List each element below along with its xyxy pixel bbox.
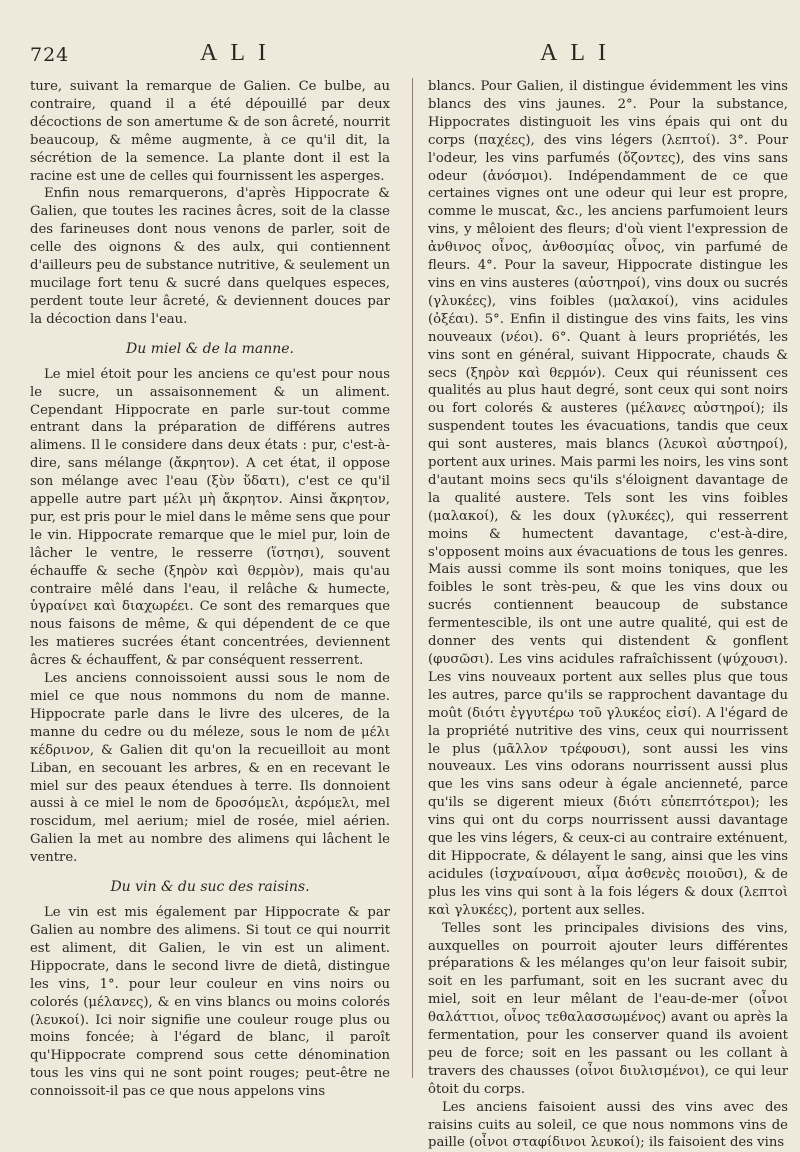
running-head-right: ALI (540, 40, 619, 66)
section-heading: Du miel & de la manne. (126, 340, 294, 357)
page-header (0, 40, 800, 74)
right-column (428, 78, 788, 1151)
paragraph: ture, suivant la remarque de Galien. Ce bulbe, au contraire, quand il a été dépouillé par deux décoctions de son amertume & de son âcreté, nourrit beaucoup, & même augmente, à ce qu'il dit, la sécrétion de la semence. La plante dont il est la racine est une de celles qui fournissent les asperges. (30, 79, 390, 184)
paragraph: Enfin nous remarquerons, d'après Hippocrate & Galien, que toutes les racines âcres, soit de la classe des farineuses dont nous venons de parler, soit de celle des oignons & des aulx, qui contiennent d'ailleurs peu de substance nutritive, & seulement un mucilage fort tenu & sucré dans quelques especes, perdent toute leur âcreté, & deviennent douces par la décoction dans l'eau. (30, 186, 390, 327)
left-column (30, 78, 390, 1100)
paragraph: Telles sont les principales divisions des vins, auxquelles on pourroit ajouter leurs différentes préparations & les mélanges qu'on leur faisoit subir, soit en les parfumant, soit en les sucrant avec du miel, soit en leur mêlant de l'eau-de-mer (οἶνοι θαλάττιοι, οἶνος τεθαλασσωμένος) avant ou après la fermentation, pour les conserver quand ils avoient peu de force; soit en les passant ou les collant à travers des chausses (οἶνοι διυλισμένοι), ce qui leur ôtoit du corps. (428, 920, 788, 1097)
paragraph: blancs. Pour Galien, il distingue évidemment les vins blancs des vins jaunes. 2°. Pour la substance, Hippocrates distinguoit les vins épais qui ont du corps (παχέες), des vins légers (λεπτοί). 3°. Pour l'odeur, les vins parfumés (ὄζοντες), des vins sans odeur (ἀνόσμοι). Indépendamment de ce que certaines vignes ont une odeur qui leur est propre, comme le muscat, &c., les anciens parfumoient leurs vins, y mêloient des fleurs; d'où vient l'expression de ἀνθινος οἶνος, ἀνθοσμίας οἶνος, vin parfumé de fleurs. 4°. Pour la saveur, Hippocrate distingue les vins en vins austeres (αὐστηροί), vins doux ou sucrés (γλυκέες), vins foibles (μαλακοί), vins acidules (ὀξέαι). 5°. Enfin il distingue des vins faits, les vins nouveaux (νέοι). 6°. Quant à leurs propriétés, les vins sont en général, suivant Hippocrate, chauds & secs (ξηρὸν καὶ θερμόν). Ceux qui réunissent ces qualités au plus haut degré, sont ceux qui sont noirs ou fort colorés & austeres (μέλανες αὐστηροί); ils suspendent toutes les évacuations, tandis que ceux qui sont austeres, mais blancs (λευκοὶ αὐστηροί), portent aux urines. Mais parmi les noirs, les vins sont d'autant moins secs qu'ils s'éloignent davantage de la qualité austere. Tels sont les vins foibles (μαλακοί), & les doux (γλυκέες), qui resserrent moins & humectent davantage, c'est-à-dire, s'opposent moins aux évacuations de tous les genres. Mais aussi comme ils sont moins toniques, que les foibles le sont très-peu, & que les vins doux ou sucrés contiennent beaucoup de substance fermentescible, ils ont une autre qualité, qui est de donner des vents qui distendent & gonflent (φυσῶσι). Les vins acidules rafraîchissent (ψύχουσι). Les vins nouveaux portent aux selles plus que tous les autres, parce qu'ils se rapprochent davantage du moût (διότι ἐγγυτέρω τοῦ γλυκέος εἰσί). A l'égard de la propriété nutritive des vins, ceux qui nourrissent le plus (μᾶλλον τρέφουσι), sont aussi les vins nouveaux. Les vins odorans nourrissent aussi plus que les vins sans odeur à égale ancienneté, parce qu'ils se digerent mieux (διότι εὐπεπτότεροι); les vins qui ont du corps nourrissent aussi davantage que les vins légers, & ceux-ci au contraire exténuent, dit Hippocrate, & délayent le sang, ainsi que les vins acidules (ἰσχναίνουσι, αἷμα ἀσθενὲς ποιοῦσι), & de plus les vins qui sont à la fois légers & doux (λεπτοὶ καὶ γλυκέες), portent aux selles. (428, 79, 788, 918)
paragraph: Le vin est mis également par Hippocrate & par Galien au nombre des alimens. Si tout ce qui nourrit est aliment, dit Galien, le vin est un aliment. Hippocrate, dans le second livre de dietâ, distingue les vins, 1°. pour leur couleur en vins noirs ou colorés (μέλανες), & en vins blancs ou moins colorés (λευκοί). Ici noir signifie une couleur rouge plus ou moins foncée; à l'égard de blanc, il paroît qu'Hippocrate comprend sous cette dénomination tous les vins qui ne sont point rouges; peut-être ne connoissoit-il pas ce que nous appelons vins (30, 905, 390, 1100)
paragraph: Le miel étoit pour les anciens ce qu'est pour nous le sucre, un assaisonnement & un aliment. Cependant Hippocrate en parle sur-tout comme entrant dans la préparation de différens autres alimens. Il le considere dans deux états : pur, c'est-à-dire, sans mélange (ἄκρητον). A cet état, il oppose son mélange avec l'eau (ξὺν ὕδατι), c'est ce qu'il appelle autre part μέλι μὴ ἄκρητον. Ainsi ἄκρητον, pur, est pris pour le miel dans le même sens que pour le vin. Hippocrate remarque que le miel pur, loin de lâcher le ventre, le resserre (ἵστησι), souvent échauffe & seche (ξηρὸν καὶ θερμὸν), mais qu'au contraire mêlé dans l'eau, il relâche & humecte, ὑγραίνει καὶ διαχωρέει. Ce sont des remarques que nous faisons de même, & qui dépendent de ce que les matieres sucrées étant concentrées, deviennent âcres & échauffent, & par conséquent resserrent. (30, 366, 390, 669)
paragraph: Les anciens connoissoient aussi sous le nom de miel ce que nous nommons du nom de manne. Hippocrate parle dans le livre des ulceres, de la manne du cedre ou du méleze, sous le nom de μέλι κέδρινον, & Galien dit qu'on la recueilloit au mont Liban, en secouant les arbres, & en en recevant le miel sur des peaux étendues à terre. Ils donnoient aussi à ce miel le nom de δροσόμελι, ἀερόμελι, mel roscidum, mel aerium; miel de rosée, miel aérien. Galien la met au nombre des alimens qui lâchent le ventre. (30, 671, 390, 866)
section-heading: Du vin & du suc des raisins. (110, 879, 310, 896)
paragraph: Les anciens faisoient aussi des vins avec des raisins cuits au soleil, ce que nous nommons vins de paille (οἶνοι σταφίδινοι λευκοί); ils faisoient des vins (428, 1099, 788, 1151)
page-number: 724 (30, 44, 70, 66)
column-divider (412, 78, 413, 1078)
running-head-left: ALI (200, 40, 279, 66)
